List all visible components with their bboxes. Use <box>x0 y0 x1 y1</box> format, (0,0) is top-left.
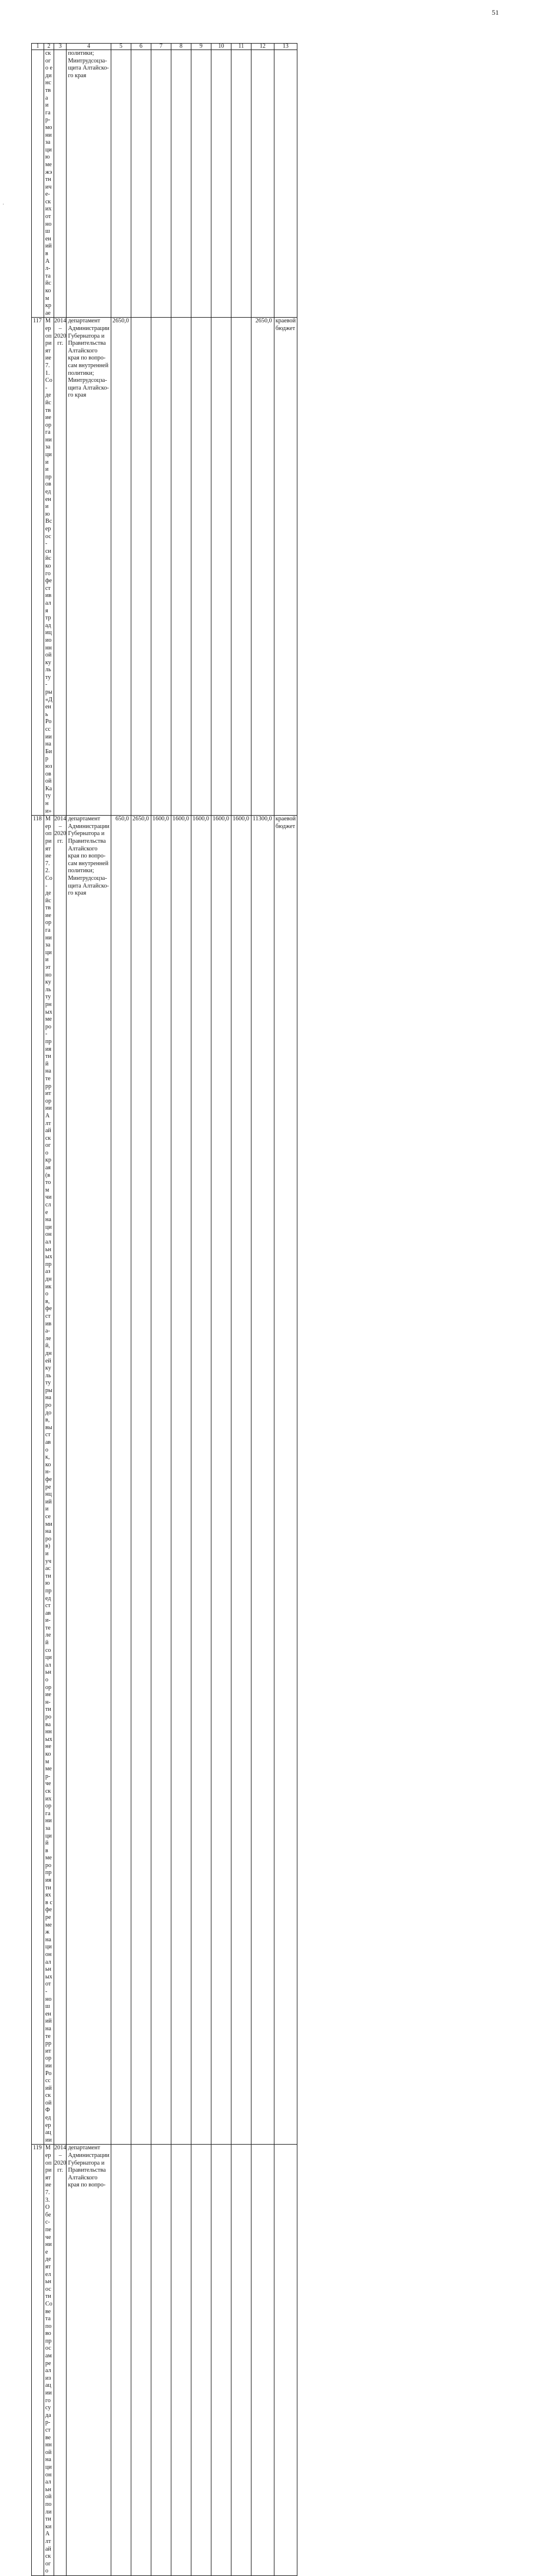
row-number: 117 <box>32 318 44 816</box>
funding-2017 <box>171 2145 191 2575</box>
funding-2018: 1600,0 <box>191 816 211 2145</box>
executor: департамент Администрации Губернатора и Правительства Алтайского края по вопро- <box>67 2145 111 2575</box>
implementation-term: 2014 – 2020 гг. <box>54 318 67 816</box>
funding-2016 <box>151 50 171 318</box>
measure-name: ского единства и гар- монизацию межэтниче- ских отношений в Ал- тайском крае <box>44 50 54 318</box>
funding-2019 <box>211 318 231 816</box>
funding-2020 <box>231 50 251 318</box>
funding-2016: 1600,0 <box>151 816 171 2145</box>
funding-total: 2650,0 <box>251 318 274 816</box>
funding-2014 <box>111 50 131 318</box>
funding-2018 <box>191 318 211 816</box>
implementation-term: 2014 – 2020 гг. <box>54 816 67 2145</box>
column-header: 2 <box>44 44 54 50</box>
page-number: 51 <box>492 8 499 17</box>
executor: департамент Администрации Губернатора и Правительства Алтайского края по вопро- сам внутренней политики; Минтрудсоцза- щита Алтайско- го края <box>67 816 111 2145</box>
column-header: 5 <box>111 44 131 50</box>
funding-source: краевой бюджет <box>274 318 297 816</box>
funding-2020 <box>231 318 251 816</box>
funding-2015 <box>131 2145 151 2575</box>
funding-2015: 2650,0 <box>131 816 151 2145</box>
table-row <box>32 318 297 816</box>
funding-2017 <box>171 50 191 318</box>
column-header: 7 <box>151 44 171 50</box>
executor: департамент Администрации Губернатора и Правительства Алтайского края по вопро- сам внутренней политики; Минтрудсоцза- щита Алтайско- го края <box>67 318 111 816</box>
measure-name: Мероприятие 7.3. Обес- печение деятельности Совета по вопросам реализации государ- ственной национальной политики Алтайского <box>44 2145 54 2575</box>
funding-2015 <box>131 318 151 816</box>
row-number: 118 <box>32 816 44 2145</box>
funding-2019: 1600,0 <box>211 816 231 2145</box>
row-number <box>32 50 44 318</box>
column-number-row <box>32 44 297 50</box>
funding-2014 <box>111 2145 131 2575</box>
column-header: 13 <box>274 44 297 50</box>
funding-2015 <box>131 50 151 318</box>
table-row <box>32 50 297 318</box>
row-number: 119 <box>32 2145 44 2575</box>
funding-2020 <box>231 2145 251 2575</box>
implementation-term: 2014 – 2020 гг. <box>54 2145 67 2575</box>
funding-2016 <box>151 318 171 816</box>
column-header: 12 <box>251 44 274 50</box>
column-header: 6 <box>131 44 151 50</box>
funding-2018 <box>191 50 211 318</box>
column-header: 1 <box>32 44 44 50</box>
implementation-term <box>54 50 67 318</box>
table-row <box>32 2145 297 2575</box>
funding-source <box>274 50 297 318</box>
table-row <box>32 816 297 2145</box>
column-header: 9 <box>191 44 211 50</box>
funding-2017: 1600,0 <box>171 816 191 2145</box>
funding-2020: 1600,0 <box>231 816 251 2145</box>
funding-2014: 2650,0 <box>111 318 131 816</box>
funding-2018 <box>191 2145 211 2575</box>
funding-total <box>251 2145 274 2575</box>
column-header: 4 <box>67 44 111 50</box>
funding-2014: 650,0 <box>111 816 131 2145</box>
funding-source: краевой бюджет <box>274 816 297 2145</box>
column-header: 3 <box>54 44 67 50</box>
funding-2017 <box>171 318 191 816</box>
column-header: 10 <box>211 44 231 50</box>
funding-2019 <box>211 50 231 318</box>
margin-mark: · <box>2 202 5 208</box>
column-header: 11 <box>231 44 251 50</box>
funding-total: 11300,0 <box>251 816 274 2145</box>
measure-name: Мероприятие 7.2. Со- действие организации этнокультурных меро- приятий на территории Алтайского края (в том числе национальных праздников, фестива- лей, дней культуры народов, выставок, кон- ференций и семинаров) и участию представи- телей социально ориен- тированных некоммер- ческих организаций в мероприятиях в сфере межнациональных от- ношений на территории Российской Федерации <box>44 816 54 2145</box>
column-header: 8 <box>171 44 191 50</box>
measure-name: Мероприятие 7.1. Со- действие организации и проведению Всерос- сийского фестиваля традиционной культу- ры «День России на Бирюзовой Катуни» <box>44 318 54 816</box>
funding-total <box>251 50 274 318</box>
executor: политики; Минтрудсоцза- щита Алтайско- го края <box>67 50 111 318</box>
funding-2019 <box>211 2145 231 2575</box>
measures-table <box>31 43 297 2576</box>
funding-source <box>274 2145 297 2575</box>
funding-2016 <box>151 2145 171 2575</box>
